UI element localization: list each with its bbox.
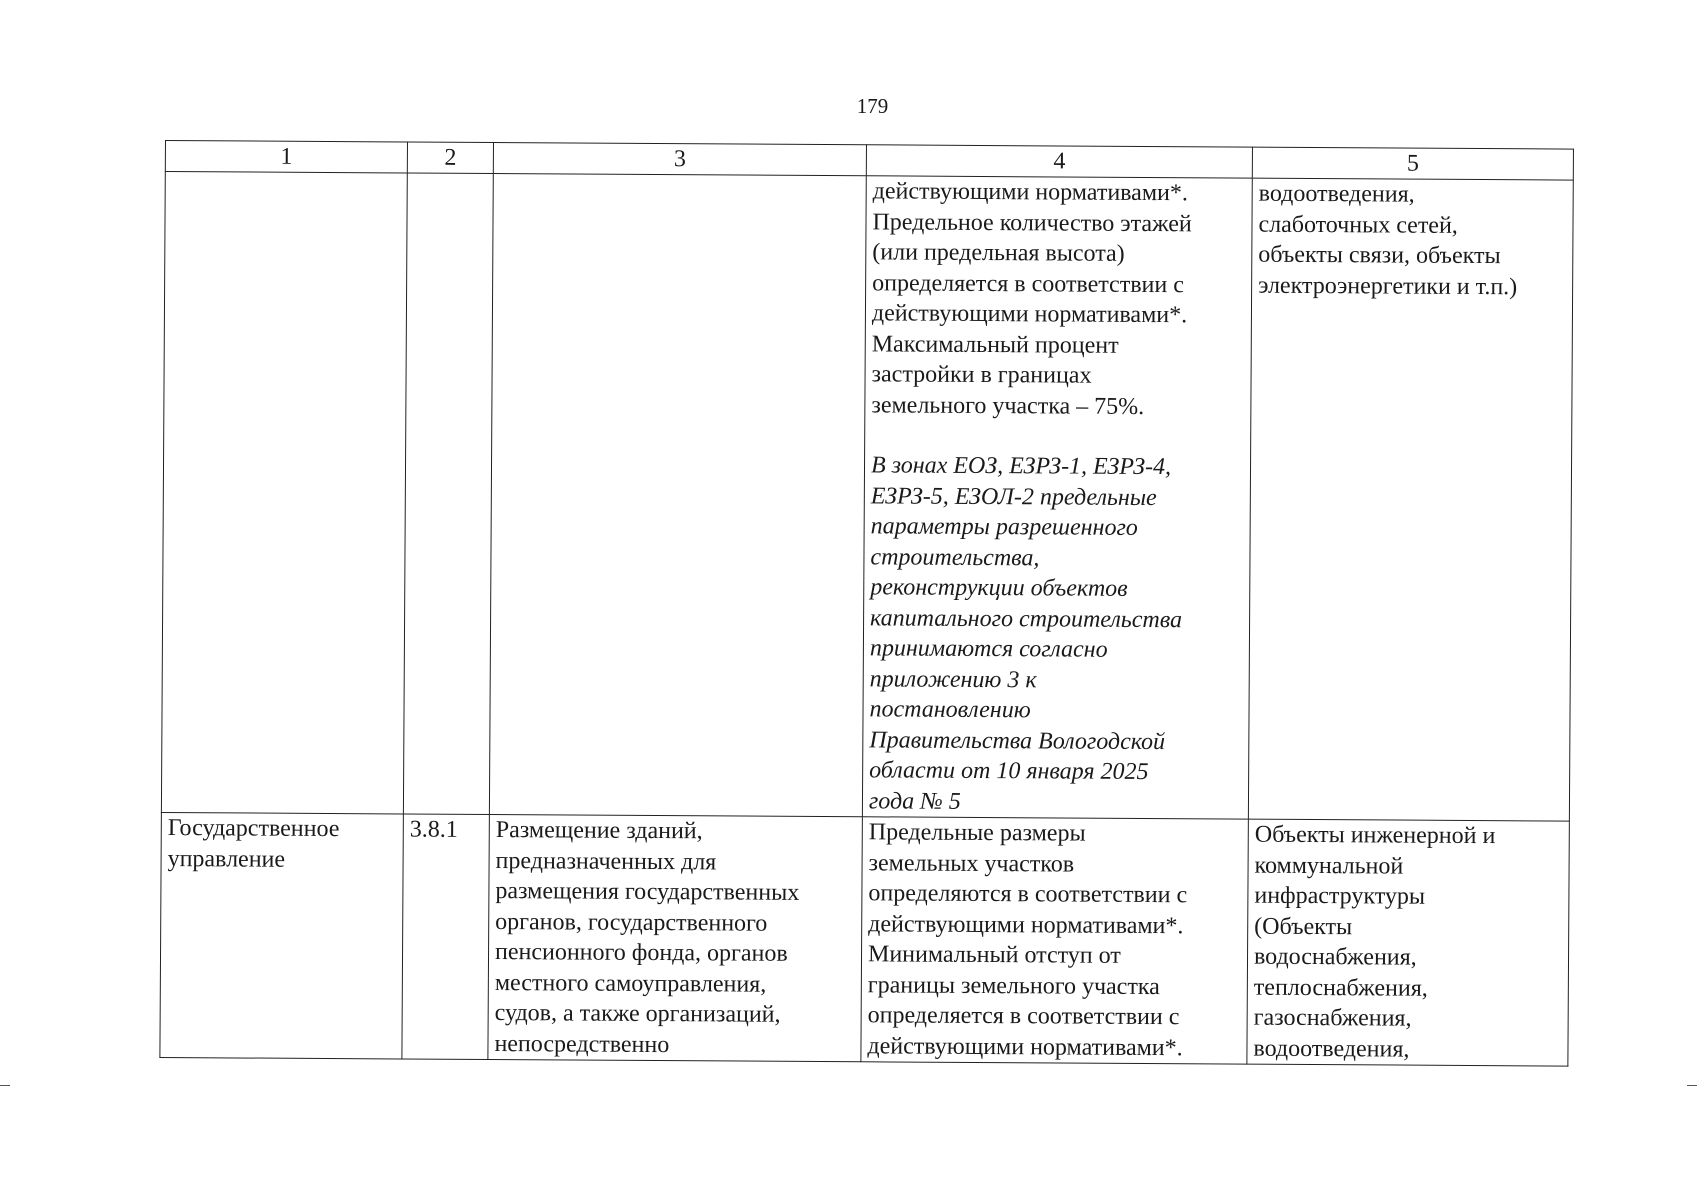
table-row xyxy=(160,812,1569,1066)
cell-auxiliary: водоотведения, слаботочных сетей, объекты связи, объекты электроэнергетики и т.п.) xyxy=(1248,178,1573,821)
zones-note: В зонах ЕОЗ, ЕЗРЗ-1, ЕЗРЗ-4, ЕЗРЗ-5, ЕЗОЛ-2 предельные параметры разрешенного строительства, реконструкции объектов капитального строительства принимаются согласно приложению 3 к постановлению Правительства Вологодской области от 10 января 2025 года № 5 xyxy=(868,452,1183,815)
column-header-1: 1 xyxy=(165,141,407,173)
page-number: 179 xyxy=(856,94,889,118)
column-header-2: 2 xyxy=(407,142,493,174)
scan-edge-mark-left xyxy=(0,1085,10,1086)
column-header-3: 3 xyxy=(493,143,866,176)
column-header-4: 4 xyxy=(866,145,1252,178)
column-header-5: 5 xyxy=(1252,147,1573,180)
cell-auxiliary: Объекты инженерной и коммунальной инфраструктуры (Объекты водоснабжения, теплоснабжения, газоснабжения, водоотведения, xyxy=(1247,819,1569,1066)
cell-description: Размещение зданий, предназначенных для размещения государственных органов, государственного пенсионного фонда, органов местного самоуправления, судов, а также организаций, непосредственно xyxy=(488,814,862,1061)
cell-code xyxy=(403,173,493,815)
regulations-table xyxy=(159,140,1574,1067)
scan-edge-mark-right xyxy=(1687,1085,1697,1086)
cell-parameters xyxy=(862,176,1252,819)
cell-use-type xyxy=(161,172,407,814)
table-row xyxy=(161,172,1573,822)
cell-use-type: Государственное управление xyxy=(160,812,403,1058)
parameters-text: действующими нормативами*. Предельное количество этажей (или предельная высота) определяется в соответствии с действующими нормативами*. Максимальный процент застройки в границах земельного участка – 75%. xyxy=(871,178,1192,420)
cell-parameters: Предельные размеры земельных участков определяются в соответствии с действующими нормативами*. Минимальный отступ от границы земельного участка определяется в соответствии с действующими нормативами*. xyxy=(861,817,1248,1064)
cell-code: 3.8.1 xyxy=(402,814,489,1060)
cell-description xyxy=(489,174,866,817)
